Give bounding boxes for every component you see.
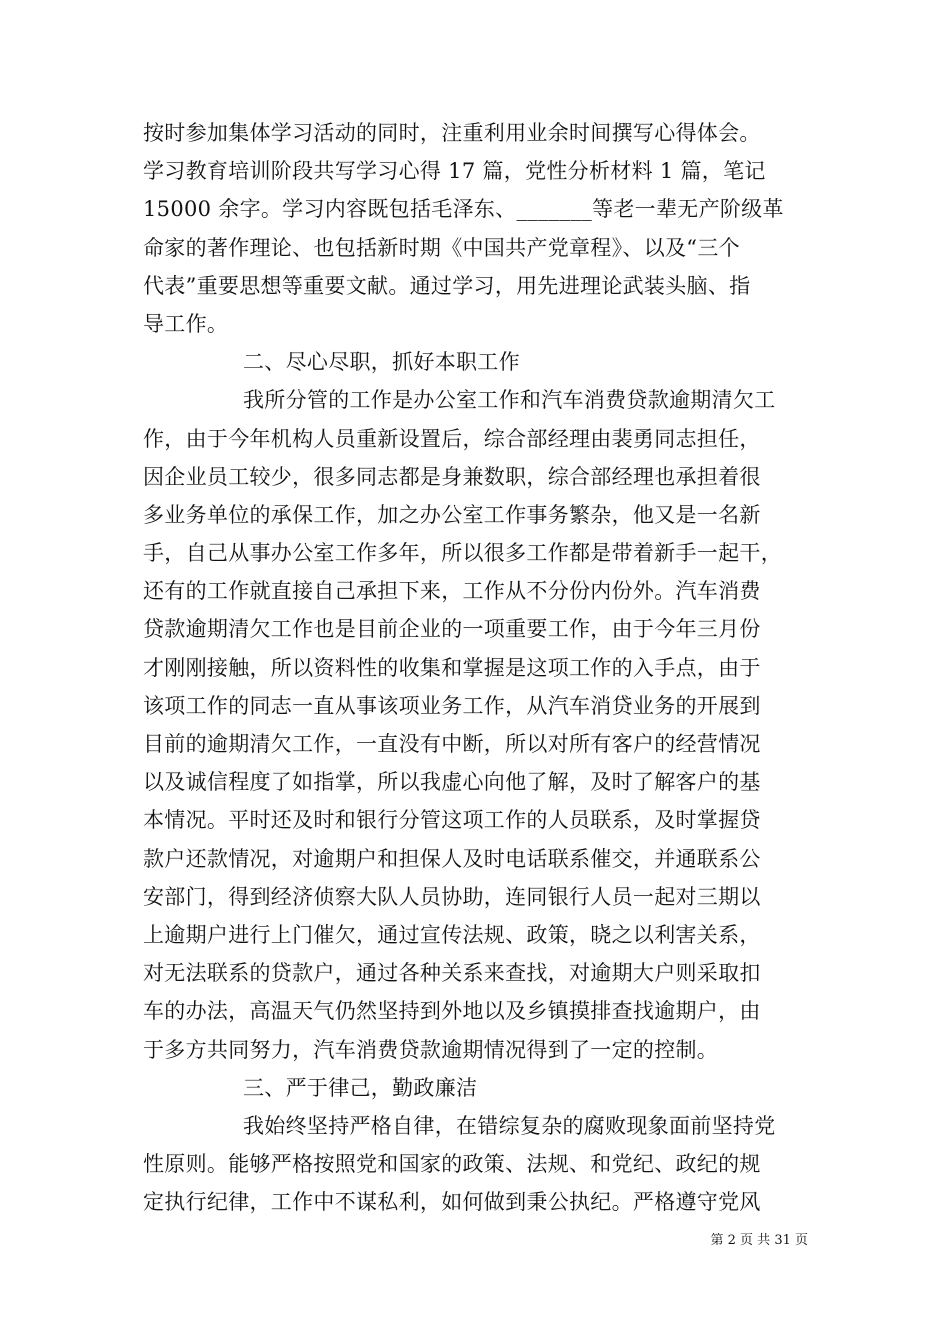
text-line: 于多方共同努力，汽车消费贷款逾期情况得到了一定的控制。 xyxy=(143,1037,719,1062)
text-line: 因企业员工较少，很多同志都是身兼数职，综合部经理也承担着很 xyxy=(143,464,761,489)
text-line: 款户还款情况，对逾期户和担保人及时电话联系催交，并通联系公 xyxy=(143,846,761,871)
text-line: 才刚刚接触，所以资料性的收集和掌握是这项工作的入手点，由于 xyxy=(143,655,761,680)
text-line: 定执行纪律，工作中不谋私利，如何做到秉公执纪。严格遵守党风 xyxy=(143,1190,761,1215)
text-line: 命家的著作理论、也包括新时期《中国共产党章程》、以及“三个 xyxy=(143,235,740,260)
paragraph-first-line: 我始终坚持严格自律，在错综复杂的腐败现象面前坚持党 xyxy=(243,1113,776,1138)
section-heading: 三、严于律己，勤政廉洁 xyxy=(243,1075,478,1100)
text-line: 该项工作的同志一直从事该项业务工作，从汽车消贷业务的开展到 xyxy=(143,693,761,718)
text-line: 安部门，得到经济侦察大队人员协助，连同银行人员一起对三期以 xyxy=(143,884,761,909)
text-line: 本情况。平时还及时和银行分管这项工作的人员联系，及时掌握贷 xyxy=(143,808,761,833)
text-line: 对无法联系的贷款户，通过各种关系来查找，对逾期大户则采取扣 xyxy=(143,961,761,986)
paragraph-first-line: 我所分管的工作是办公室工作和汽车消费贷款逾期清欠工 xyxy=(243,388,776,413)
text-line: 贷款逾期清欠工作也是目前企业的一项重要工作，由于今年三月份 xyxy=(143,617,761,642)
text-line: 目前的逾期清欠工作，一直没有中断，所以对所有客户的经营情况 xyxy=(143,732,761,756)
text-line: 作，由于今年机构人员重新设置后，综合部经理由裴勇同志担任， xyxy=(143,426,761,451)
text-line: 15000 余字。学习内容既包括毛泽东、_______等老一辈无产阶级革 xyxy=(143,197,784,222)
text-line: 学习教育培训阶段共写学习心得 17 篇，党性分析材料 1 篇，笔记 xyxy=(143,159,766,184)
text-line: 还有的工作就直接自己承担下来，工作从不分份内份外。汽车消费 xyxy=(143,579,761,604)
text-line: 多业务单位的承保工作，加之办公室工作事务繁杂，他又是一名新 xyxy=(143,502,761,527)
text-line: 手，自己从事办公室工作多年，所以很多工作都是带着新手一起干， xyxy=(143,541,782,566)
text-line: 上逾期户进行上门催欠，通过宣传法规、政策，晓之以利害关系， xyxy=(143,922,761,947)
text-line: 代表”重要思想等重要文献。通过学习，用先进理论武装头脑、指 xyxy=(143,273,751,298)
body-text xyxy=(143,114,808,1221)
text-line: 车的办法，高温天气仍然坚持到外地以及乡镇摸排查找逾期户，由 xyxy=(143,999,761,1024)
page-number: 第 2 页 共 31 页 xyxy=(710,1233,808,1248)
section-heading: 二、尽心尽职，抓好本职工作 xyxy=(243,350,520,375)
text-line: 按时参加集体学习活动的同时，注重利用业余时间撰写心得体会。 xyxy=(143,121,761,145)
text-line: 以及诚信程度了如指掌，所以我虚心向他了解，及时了解客户的基 xyxy=(143,770,761,795)
text-line: 性原则。能够严格按照党和国家的政策、法规、和党纪、政纪的规 xyxy=(143,1152,761,1177)
text-line: 导工作。 xyxy=(143,311,229,336)
